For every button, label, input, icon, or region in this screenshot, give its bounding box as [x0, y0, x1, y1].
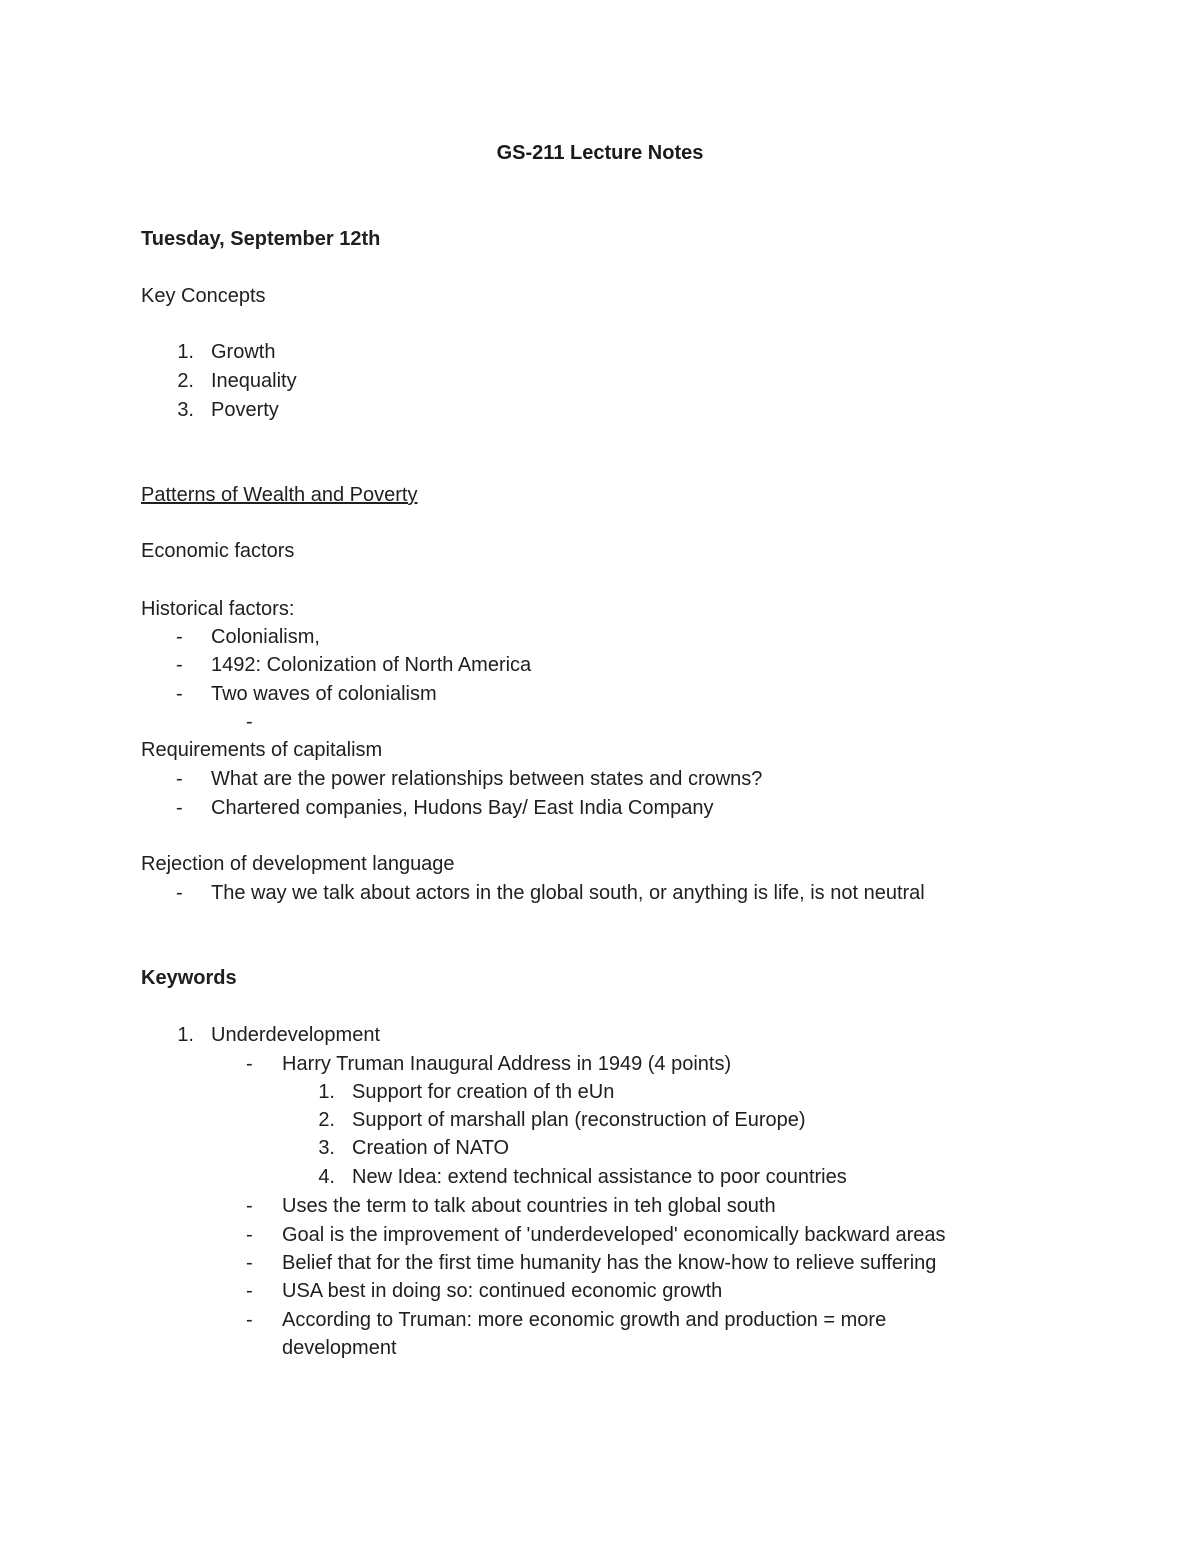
bullet-dash: - — [246, 1053, 253, 1075]
bullet-dash: - — [176, 882, 183, 904]
list-number: 3. — [318, 1137, 335, 1159]
list-number: 2. — [177, 370, 194, 392]
list-item: Inequality — [211, 370, 297, 392]
list-item-continuation: development — [282, 1337, 397, 1359]
list-item: New Idea: extend technical assistance to poor countries — [352, 1166, 847, 1188]
list-item: Goal is the improvement of 'underdeveloped' economically backward areas — [282, 1224, 946, 1246]
list-item: Support for creation of th eUn — [352, 1081, 615, 1103]
keywords-heading: Keywords — [141, 967, 237, 989]
list-item: Poverty — [211, 399, 279, 421]
bullet-dash: - — [246, 1309, 253, 1331]
date-heading: Tuesday, September 12th — [141, 228, 381, 250]
document-title: GS-211 Lecture Notes — [496, 142, 704, 164]
list-item: Creation of NATO — [352, 1137, 510, 1159]
list-item: Colonialism, — [211, 626, 320, 648]
list-number: 2. — [318, 1109, 335, 1131]
key-concepts-label: Key Concepts — [141, 285, 266, 307]
list-item: The way we talk about actors in the global south, or anything is life, is not neutral — [211, 882, 925, 904]
list-number: 1. — [177, 341, 194, 363]
bullet-dash: - — [246, 1224, 253, 1246]
bullet-dash: - — [246, 1195, 253, 1217]
patterns-heading: Patterns of Wealth and Poverty — [141, 484, 418, 506]
bullet-dash: - — [176, 683, 183, 705]
bullet-dash: - — [246, 1252, 253, 1274]
list-item: Uses the term to talk about countries in teh global south — [282, 1195, 776, 1217]
list-item: USA best in doing so: continued economic growth — [282, 1280, 723, 1302]
list-item: What are the power relationships between states and crowns? — [211, 768, 763, 790]
historical-factors-label: Historical factors: — [141, 598, 295, 620]
list-item: Belief that for the first time humanity has the know-how to relieve suffering — [282, 1252, 937, 1274]
economic-factors-label: Economic factors — [141, 540, 295, 562]
bullet-dash: - — [246, 711, 253, 733]
bullet-dash: - — [176, 797, 183, 819]
list-number: 1. — [177, 1024, 194, 1046]
requirements-label: Requirements of capitalism — [141, 739, 383, 761]
list-item: Two waves of colonialism — [211, 683, 437, 705]
list-item: Harry Truman Inaugural Address in 1949 (4 points) — [282, 1053, 732, 1075]
list-item: According to Truman: more economic growth and production = more — [282, 1309, 887, 1331]
list-number: 4. — [318, 1166, 335, 1188]
list-item: Support of marshall plan (reconstruction of Europe) — [352, 1109, 806, 1131]
bullet-dash: - — [176, 768, 183, 790]
list-item: Underdevelopment — [211, 1024, 380, 1046]
list-item: 1492: Colonization of North America — [211, 654, 532, 676]
list-number: 1. — [318, 1081, 335, 1103]
list-item: Growth — [211, 341, 276, 363]
list-item: Chartered companies, Hudons Bay/ East India Company — [211, 797, 714, 819]
bullet-dash: - — [246, 1280, 253, 1302]
list-number: 3. — [177, 399, 194, 421]
bullet-dash: - — [176, 626, 183, 648]
bullet-dash: - — [176, 654, 183, 676]
rejection-label: Rejection of development language — [141, 853, 455, 875]
